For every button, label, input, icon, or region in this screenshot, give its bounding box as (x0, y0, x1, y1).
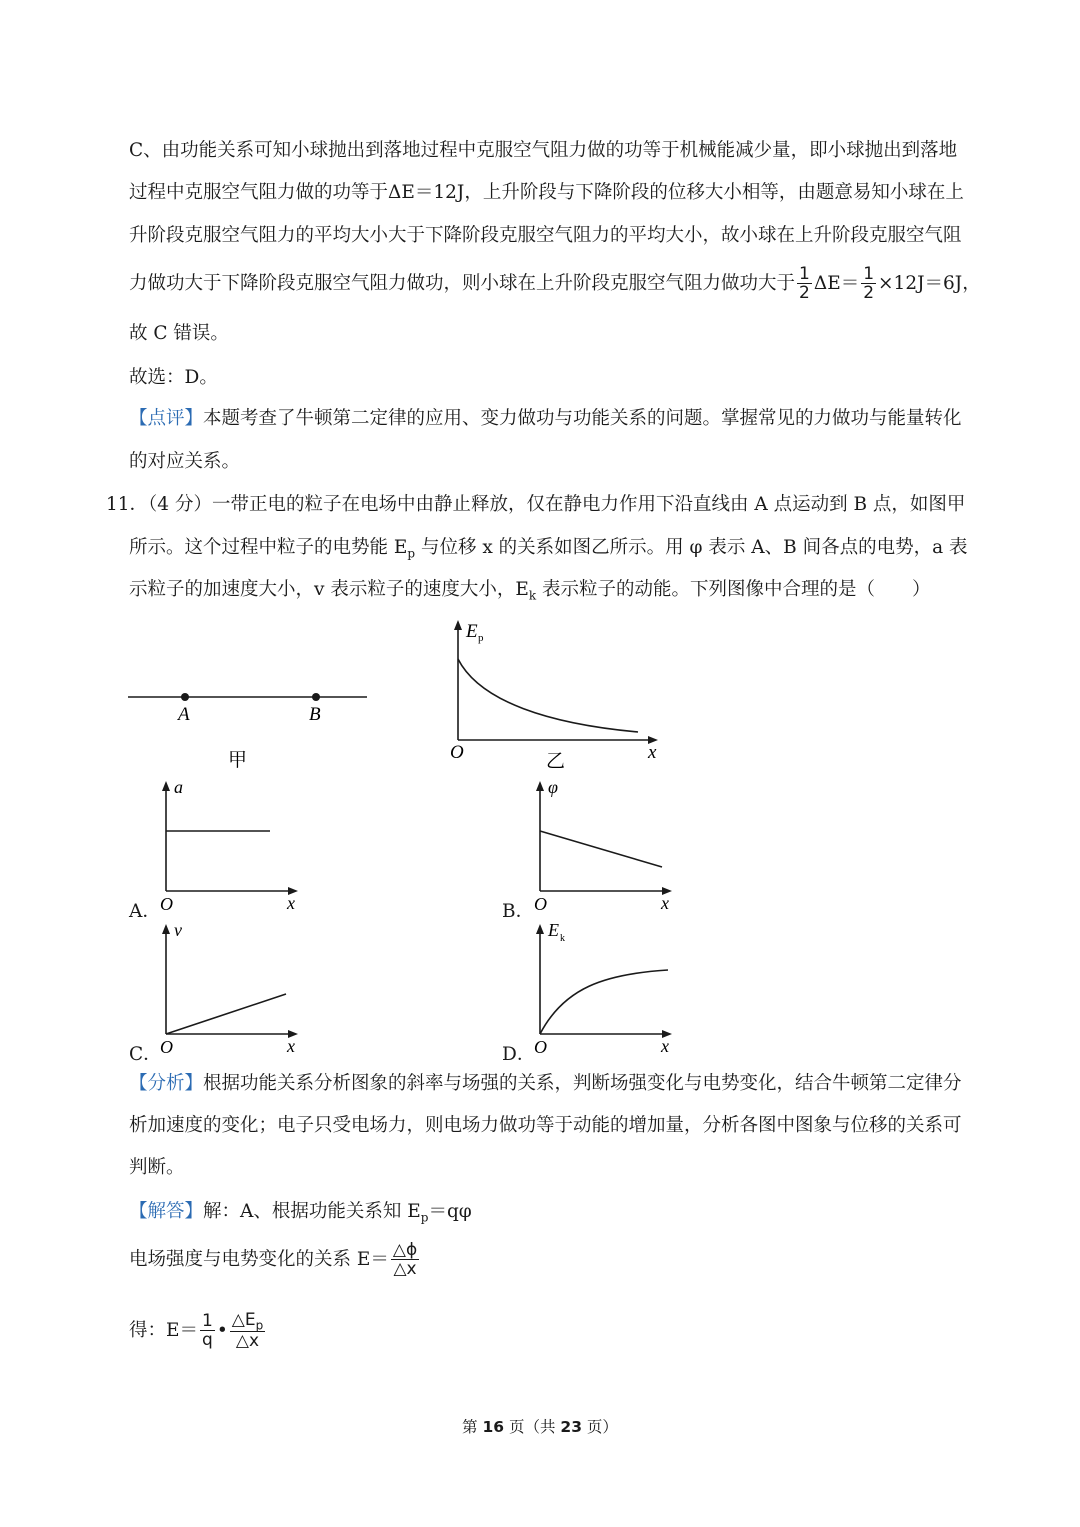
y-label-sub: p (478, 632, 484, 644)
option-d-letter: D． (502, 1044, 536, 1065)
point-b-label: B (309, 704, 321, 725)
v-line (166, 994, 286, 1034)
origin-label: O (450, 742, 464, 763)
y-label: E (466, 621, 478, 642)
point-a-dot (181, 693, 189, 701)
choice-line: 故选：D。 (129, 367, 218, 388)
q11-line-1: 11．（4 分）一带正电的粒子在电场中由静止释放，仅在静电力作用下沿直线由 A 点运动到 B 点，如图甲 (106, 494, 966, 515)
origin-label: O (534, 894, 547, 914)
solution-c-line-2: 过程中克服空气阻力做的功等于ΔE＝12J，上升阶段与下降阶段的位移大小相等，由题意易知小球在上 (129, 182, 964, 203)
solution-c-line-4 (129, 262, 981, 306)
half-fraction-2: $\frac{1}{2}$ (863, 264, 875, 303)
answer-tag: 【解答】 (129, 1201, 204, 1222)
y-arrow-icon (162, 781, 170, 791)
ek-curve (540, 970, 668, 1034)
x-label: x (661, 1036, 669, 1056)
solution-c-line-5: 故 C 错误。 (129, 323, 229, 344)
result-text: ×12J＝6J， (878, 273, 981, 294)
solution-c-line-4-text: 力做功大于下降阶段克服空气阻力做功，则小球在上升阶段克服空气阻力做功大于 (129, 273, 796, 294)
x-label: x (648, 742, 657, 763)
analysis-tag: 【分析】 (129, 1073, 204, 1094)
analysis-line-2: 析加速度的变化；电子只受电场力，则电场力做功等于动能的增加量，分析各图中图象与位移的关系可 (129, 1115, 962, 1136)
page-footer: 第 16 页（共 23 页） (462, 1418, 618, 1436)
caption-jia: 甲 (228, 750, 248, 771)
analysis-line-1: 【分析】根据功能关系分析图象的斜率与场强的关系，判断场强变化与电势变化，结合牛顿第二定律分 (129, 1073, 962, 1094)
figure-yi (440, 612, 680, 772)
one-over-q-fraction: $\frac{1}{q}$ (202, 1311, 213, 1350)
y-arrow-icon (162, 924, 170, 934)
y-label: a (174, 777, 183, 797)
page-total: 23 (560, 1418, 582, 1436)
review-text-1: 本题考查了牛顿第二定律的应用、变力做功与功能关系的问题。掌握常见的力做功与能量转化 (203, 408, 962, 429)
y-label-sub: k (560, 933, 565, 944)
point-b-dot (312, 693, 320, 701)
review-line-2: 的对应关系。 (129, 451, 241, 472)
x-label: x (287, 1036, 295, 1056)
figure-jia (120, 680, 380, 780)
ep-curve (458, 659, 638, 732)
origin-label: O (160, 1037, 173, 1057)
solution-c-line-3: 升阶段克服空气阻力的平均大小大于下降阶段克服空气阻力的平均大小，故小球在上升阶段克服空气阻 (129, 225, 962, 246)
delta-e-text: ΔE＝ (813, 273, 860, 294)
analysis-line-3: 判断。 (129, 1157, 185, 1178)
caption-yi: 乙 (546, 751, 566, 772)
y-arrow-icon (454, 620, 462, 630)
review-line-1 (129, 407, 962, 431)
dep-dx-fraction: $\frac{\triangle E_p}{\triangle x}$ (231, 1309, 264, 1352)
y-label: φ (548, 777, 558, 797)
review-tag: 【点评】 (129, 408, 204, 429)
page-number: 16 (482, 1418, 505, 1436)
option-c-graph (150, 918, 310, 1058)
option-a-graph (150, 775, 310, 915)
y-label: E (548, 920, 559, 940)
half-fraction-1: $\frac{1}{2}$ (799, 264, 810, 303)
solution-c-line-1: C、由功能关系可知小球抛出到落地过程中克服空气阻力做的功等于机械能减少量，即小球抛出到落地 (129, 140, 958, 161)
option-a-letter: A． (129, 901, 161, 922)
answer-line-2: 电场强度与电势变化的关系 E＝ $\frac{\triangle\phi}{\triangle x}$ (129, 1240, 418, 1279)
multiply-dot: • (216, 1320, 228, 1341)
answer-line-1: 【解答】解：A、根据功能关系知 $E_p=q\varphi$ (129, 1201, 472, 1225)
x-label: x (287, 893, 295, 913)
answer-line-3: 得：E＝ $\frac{1}{q}$ • $\frac{\triangle E_p}{\triangle x}$ (129, 1309, 264, 1352)
option-b-letter: B． (502, 901, 535, 922)
x-label: x (661, 893, 669, 913)
option-b-graph (524, 775, 684, 915)
origin-label: O (160, 894, 173, 914)
point-a-label: A (178, 704, 190, 725)
q11-line-2: 所示。这个过程中粒子的电势能 $E_p$ 与位移 x 的关系如图乙所示。用 φ 表示 A、B 间各点的电势，a 表 (129, 537, 968, 561)
option-c-letter: C． (129, 1044, 162, 1065)
option-d-graph (524, 918, 684, 1058)
phi-line (540, 831, 662, 867)
q11-line-3: 示粒子的加速度大小，v 表示粒子的速度大小，$E_k$ 表示粒子的动能。下列图像中合理的是（ ） (129, 579, 931, 603)
dphi-dx-fraction: $\frac{\triangle\phi}{\triangle x}$ (392, 1240, 418, 1279)
y-arrow-icon (536, 781, 544, 791)
y-label: v (174, 920, 182, 940)
y-arrow-icon (536, 924, 544, 934)
origin-label: O (534, 1037, 547, 1057)
